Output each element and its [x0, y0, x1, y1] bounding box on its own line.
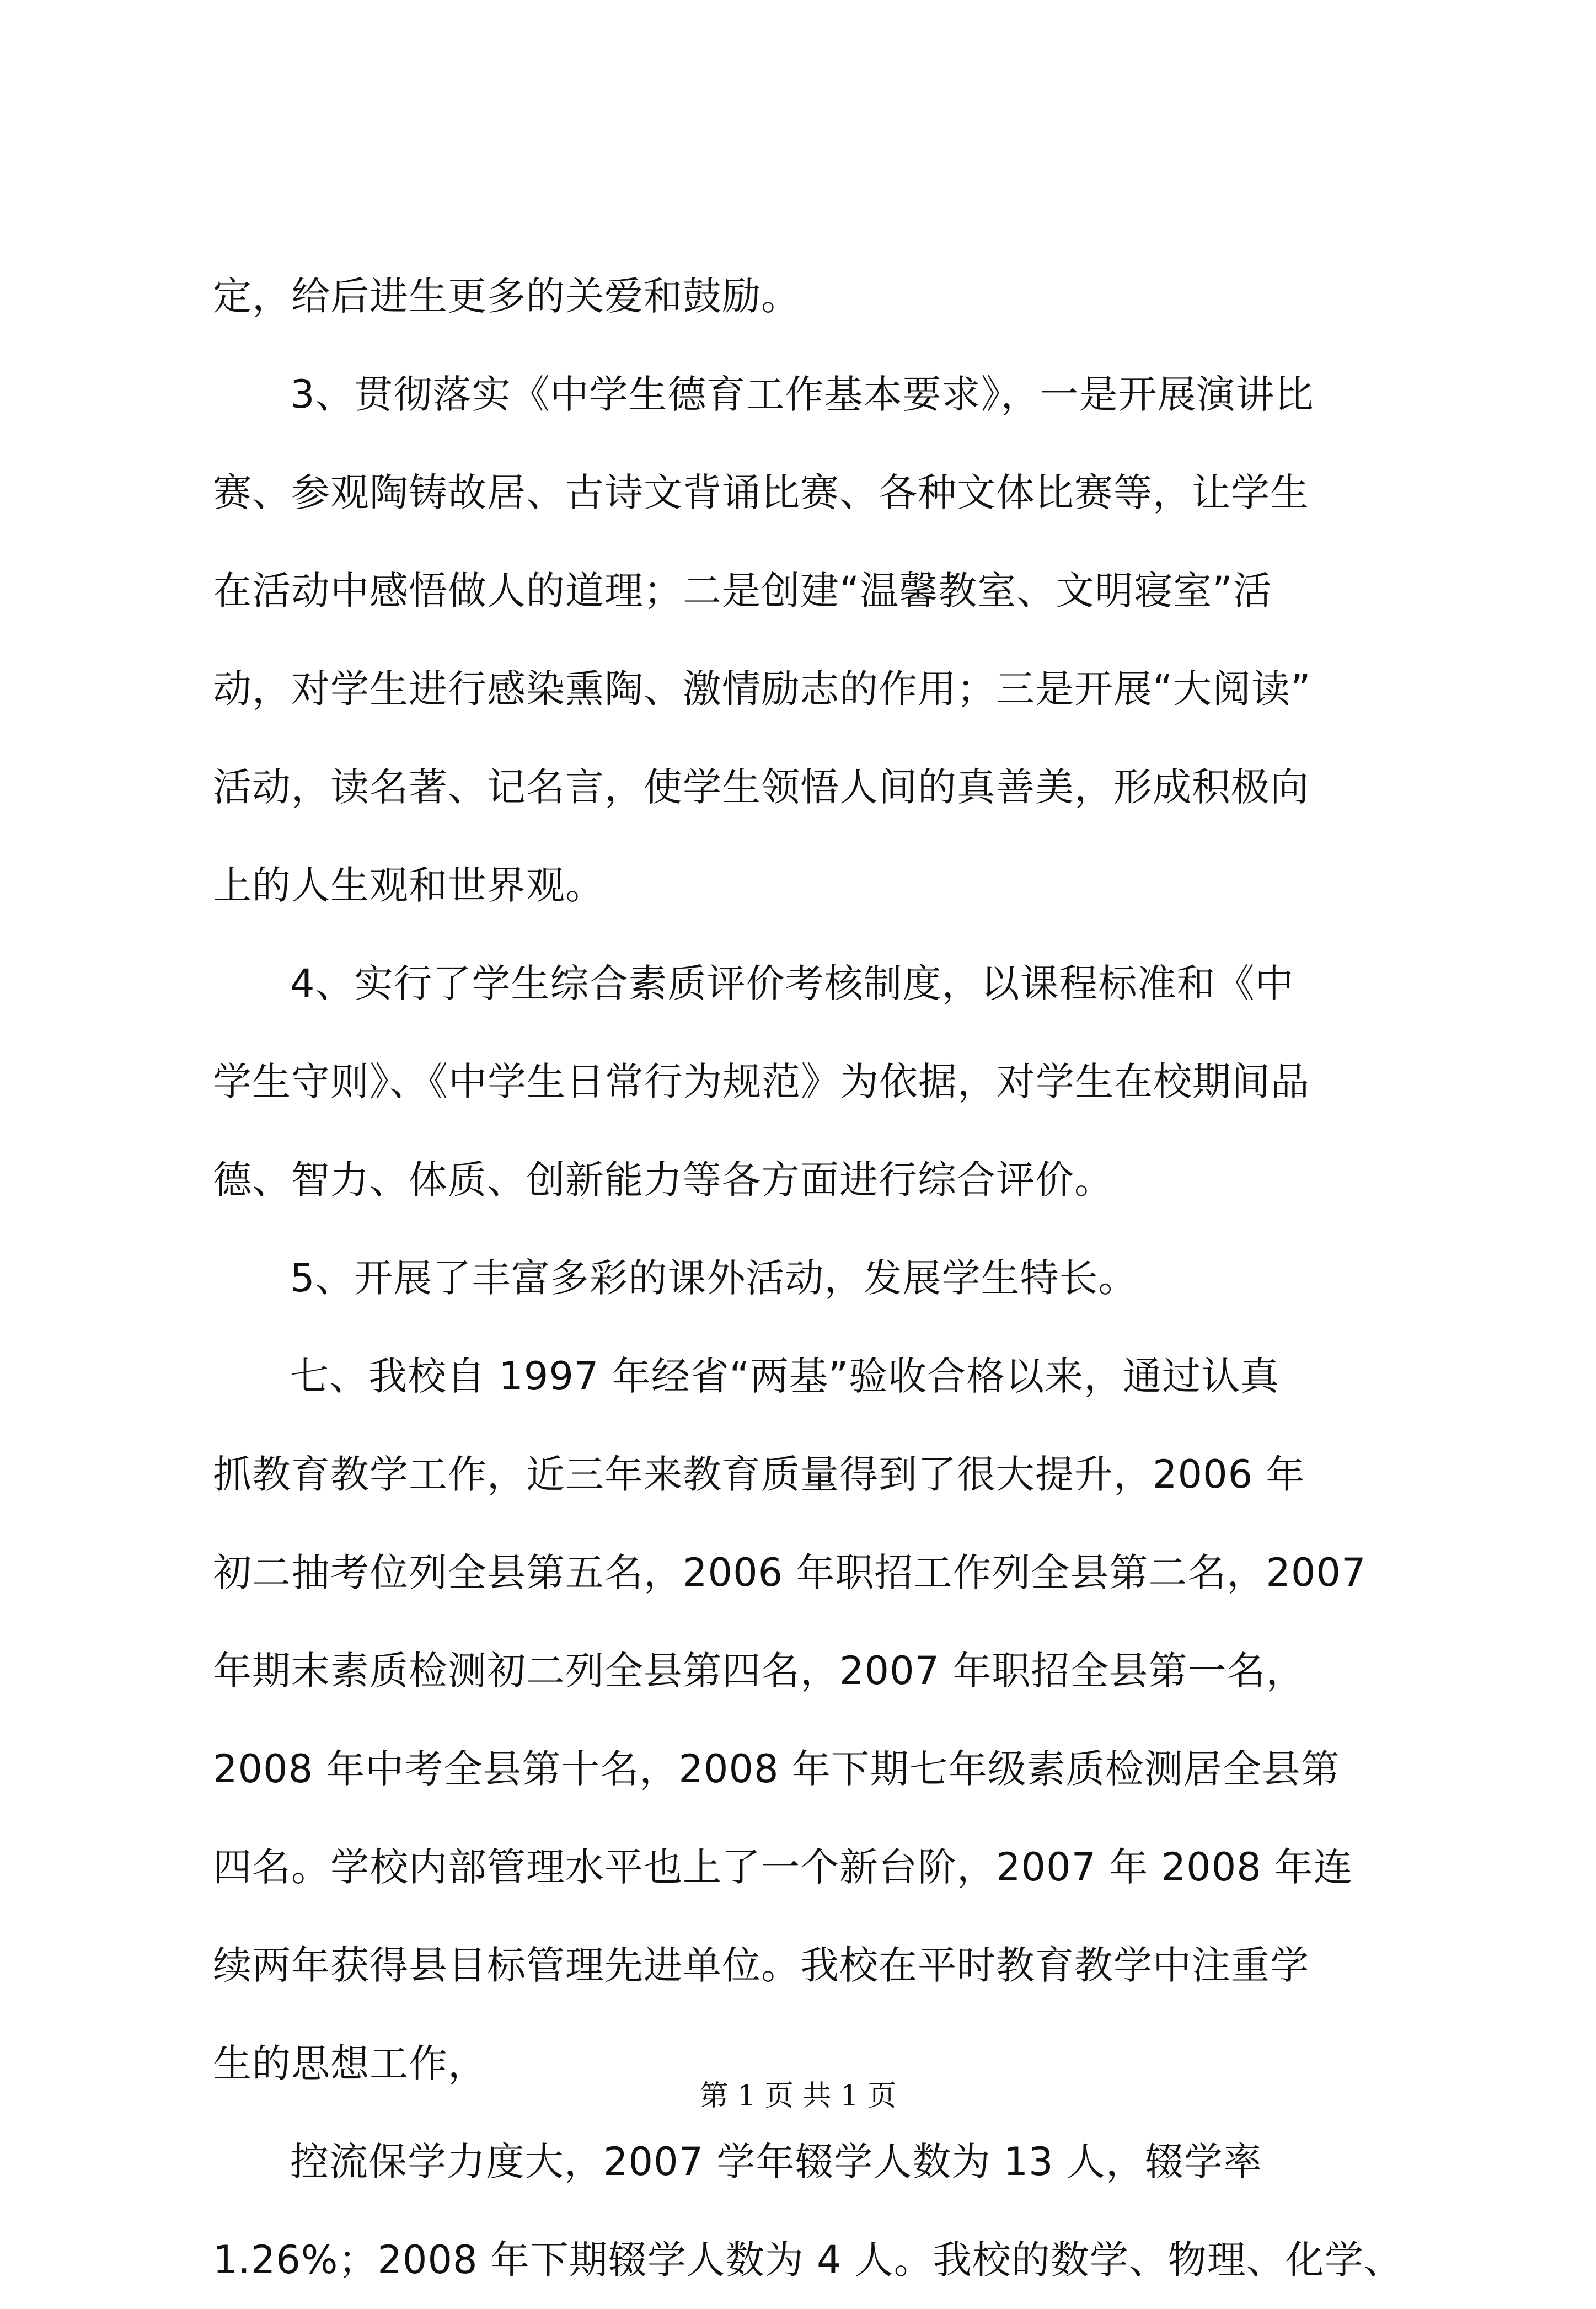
text-line: 定，给后进生更多的关爱和鼓励。 — [213, 274, 800, 319]
text-line: 抓教育教学工作，近三年来教育质量得到了很大提升，2006 年 — [213, 1452, 1305, 1497]
text-line: 生的思想工作， — [213, 2041, 487, 2086]
text-line: 初二抽考位列全县第五名，2006 年职招工作列全县第二名，2007 — [213, 1550, 1367, 1595]
page-footer: 第 1 页 共 1 页 — [699, 2080, 897, 2113]
text-line: 动，对学生进行感染熏陶、激情励志的作用；三是开展“大阅读” — [213, 666, 1311, 712]
text-line: 5、开展了丰富多彩的课外活动，发展学生特长。 — [290, 1255, 1138, 1301]
text-line: 上的人生观和世界观。 — [213, 863, 604, 908]
text-line: 4、实行了学生综合素质评价考核制度，以课程标准和《中 — [290, 961, 1294, 1006]
text-line: 七、我校自 1997 年经省“两基”验收合格以来，通过认真 — [290, 1354, 1280, 1399]
text-line: 3、贯彻落实《中学生德育工作基本要求》，一是开展演讲比 — [290, 372, 1314, 417]
text-line: 活动，读名著、记名言，使学生领悟人间的真善美，形成积极向 — [213, 765, 1309, 810]
text-line: 赛、参观陶铸故居、古诗文背诵比赛、各种文体比赛等，让学生 — [213, 470, 1309, 515]
text-line: 四名。学校内部管理水平也上了一个新台阶，2007 年 2008 年连 — [213, 1845, 1353, 1890]
text-line: 学生守则》、《中学生日常行为规范》为依据，对学生在校期间品 — [213, 1059, 1310, 1104]
body-text — [213, 247, 1404, 2309]
text-line: 年期末素质检测初二列全县第四名，2007 年职招全县第一名， — [213, 1648, 1305, 1693]
text-line: 德、智力、体质、创新能力等各方面进行综合评价。 — [213, 1157, 1113, 1202]
text-line: 在活动中感悟做人的道理；二是创建“温馨教室、文明寝室”活 — [213, 568, 1272, 613]
text-line: 控流保学力度大，2007 学年辍学人数为 13 人，辍学率 — [290, 2139, 1262, 2184]
text-line: 续两年获得县目标管理先进单位。我校在平时教育教学中注重学 — [213, 1943, 1309, 1988]
text-line: 1.26%；2008 年下期辍学人数为 4 人。我校的数学、物理、化学、 — [213, 2237, 1403, 2283]
text-line: 2008 年中考全县第十名，2008 年下期七年级素质检测居全县第 — [213, 1746, 1340, 1792]
